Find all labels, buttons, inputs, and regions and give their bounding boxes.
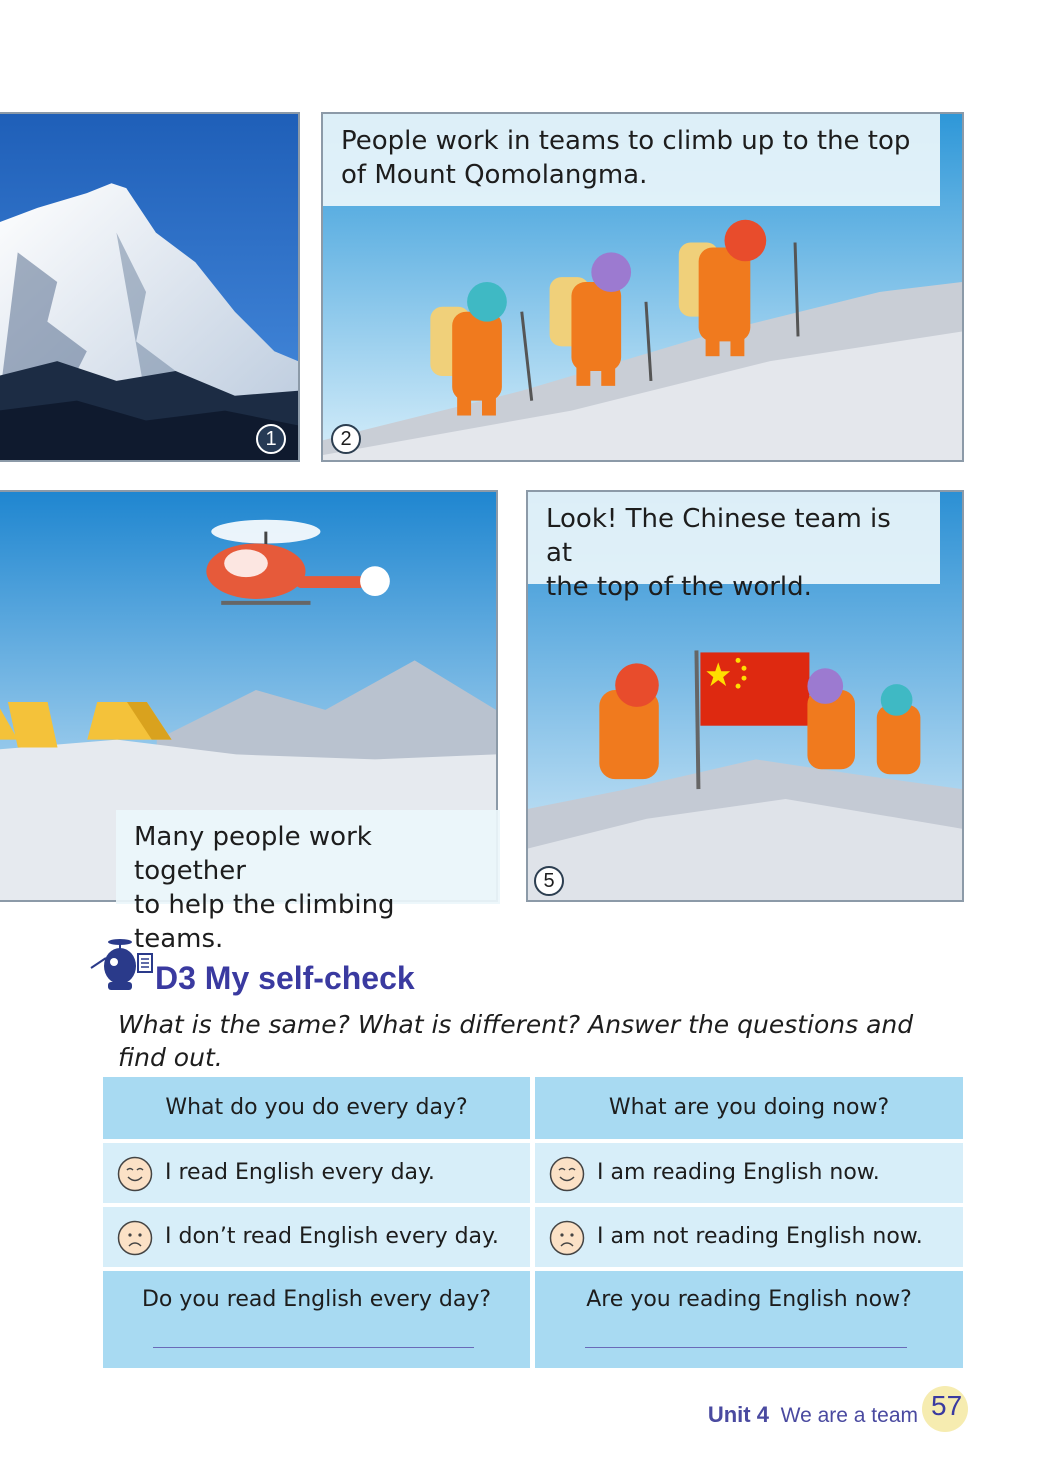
china-flag-icon [700,652,809,725]
self-check-table [103,1077,963,1368]
unit-label: Unit 4 [707,1402,769,1427]
panel-3-caption [116,810,500,954]
panel-4-summit-flag [526,490,964,902]
positive-sentence: I am reading English now. [597,1160,880,1185]
caption-line: Many people work together [134,822,372,886]
table-row-question-right [535,1271,963,1368]
table-row-question-left [103,1271,530,1368]
answer-blank-line[interactable] [153,1347,474,1348]
panel-number-badge: 5 [534,866,564,896]
caption-line: to help the climbing teams. [134,890,395,954]
page-number: 57 [931,1390,963,1421]
panel-2-climbers [321,112,964,462]
caption-line: Look! The Chinese team is at [546,504,891,568]
panel-4-caption [528,492,940,602]
table-row-negative-left [103,1207,530,1267]
table-row-positive-left [103,1143,530,1203]
panel-2-caption: People work in teams to climb up to the top of Mount Qomolangma. [323,114,940,206]
table-row-positive-right [535,1143,963,1203]
robot-mascot-icon [86,936,156,994]
sad-face-icon [549,1220,585,1256]
panel-3-helicopter-camp [0,490,498,954]
question-text: Do you read English every day? [141,1287,492,1312]
panel-number-badge: 1 [256,424,286,454]
smiley-face-icon [549,1156,585,1192]
sad-face-icon [117,1220,153,1256]
instructions-text: What is the same? What is different? Answer the questions and find out. [118,1010,914,1072]
question-text: Are you reading English now? [586,1287,912,1312]
mountain-image [0,114,298,460]
table-row-negative-right [535,1207,963,1267]
positive-sentence: I read English every day. [165,1160,435,1185]
page-footer [708,1402,918,1428]
table-header-left: What do you do every day? [103,1077,530,1139]
section-title: D3 My self-check [155,960,415,996]
table-header-right: What are you doing now? [535,1077,963,1139]
unit-title: We are a team [780,1404,918,1427]
panel-1-mountain-photo [0,112,300,462]
smiley-face-icon [117,1156,153,1192]
answer-blank-line[interactable] [585,1347,907,1348]
negative-sentence: I am not reading English now. [597,1224,923,1249]
negative-sentence: I don’t read English every day. [165,1224,499,1249]
caption-line: the top of the world. [546,572,812,602]
panel-number-badge: 2 [331,424,361,454]
